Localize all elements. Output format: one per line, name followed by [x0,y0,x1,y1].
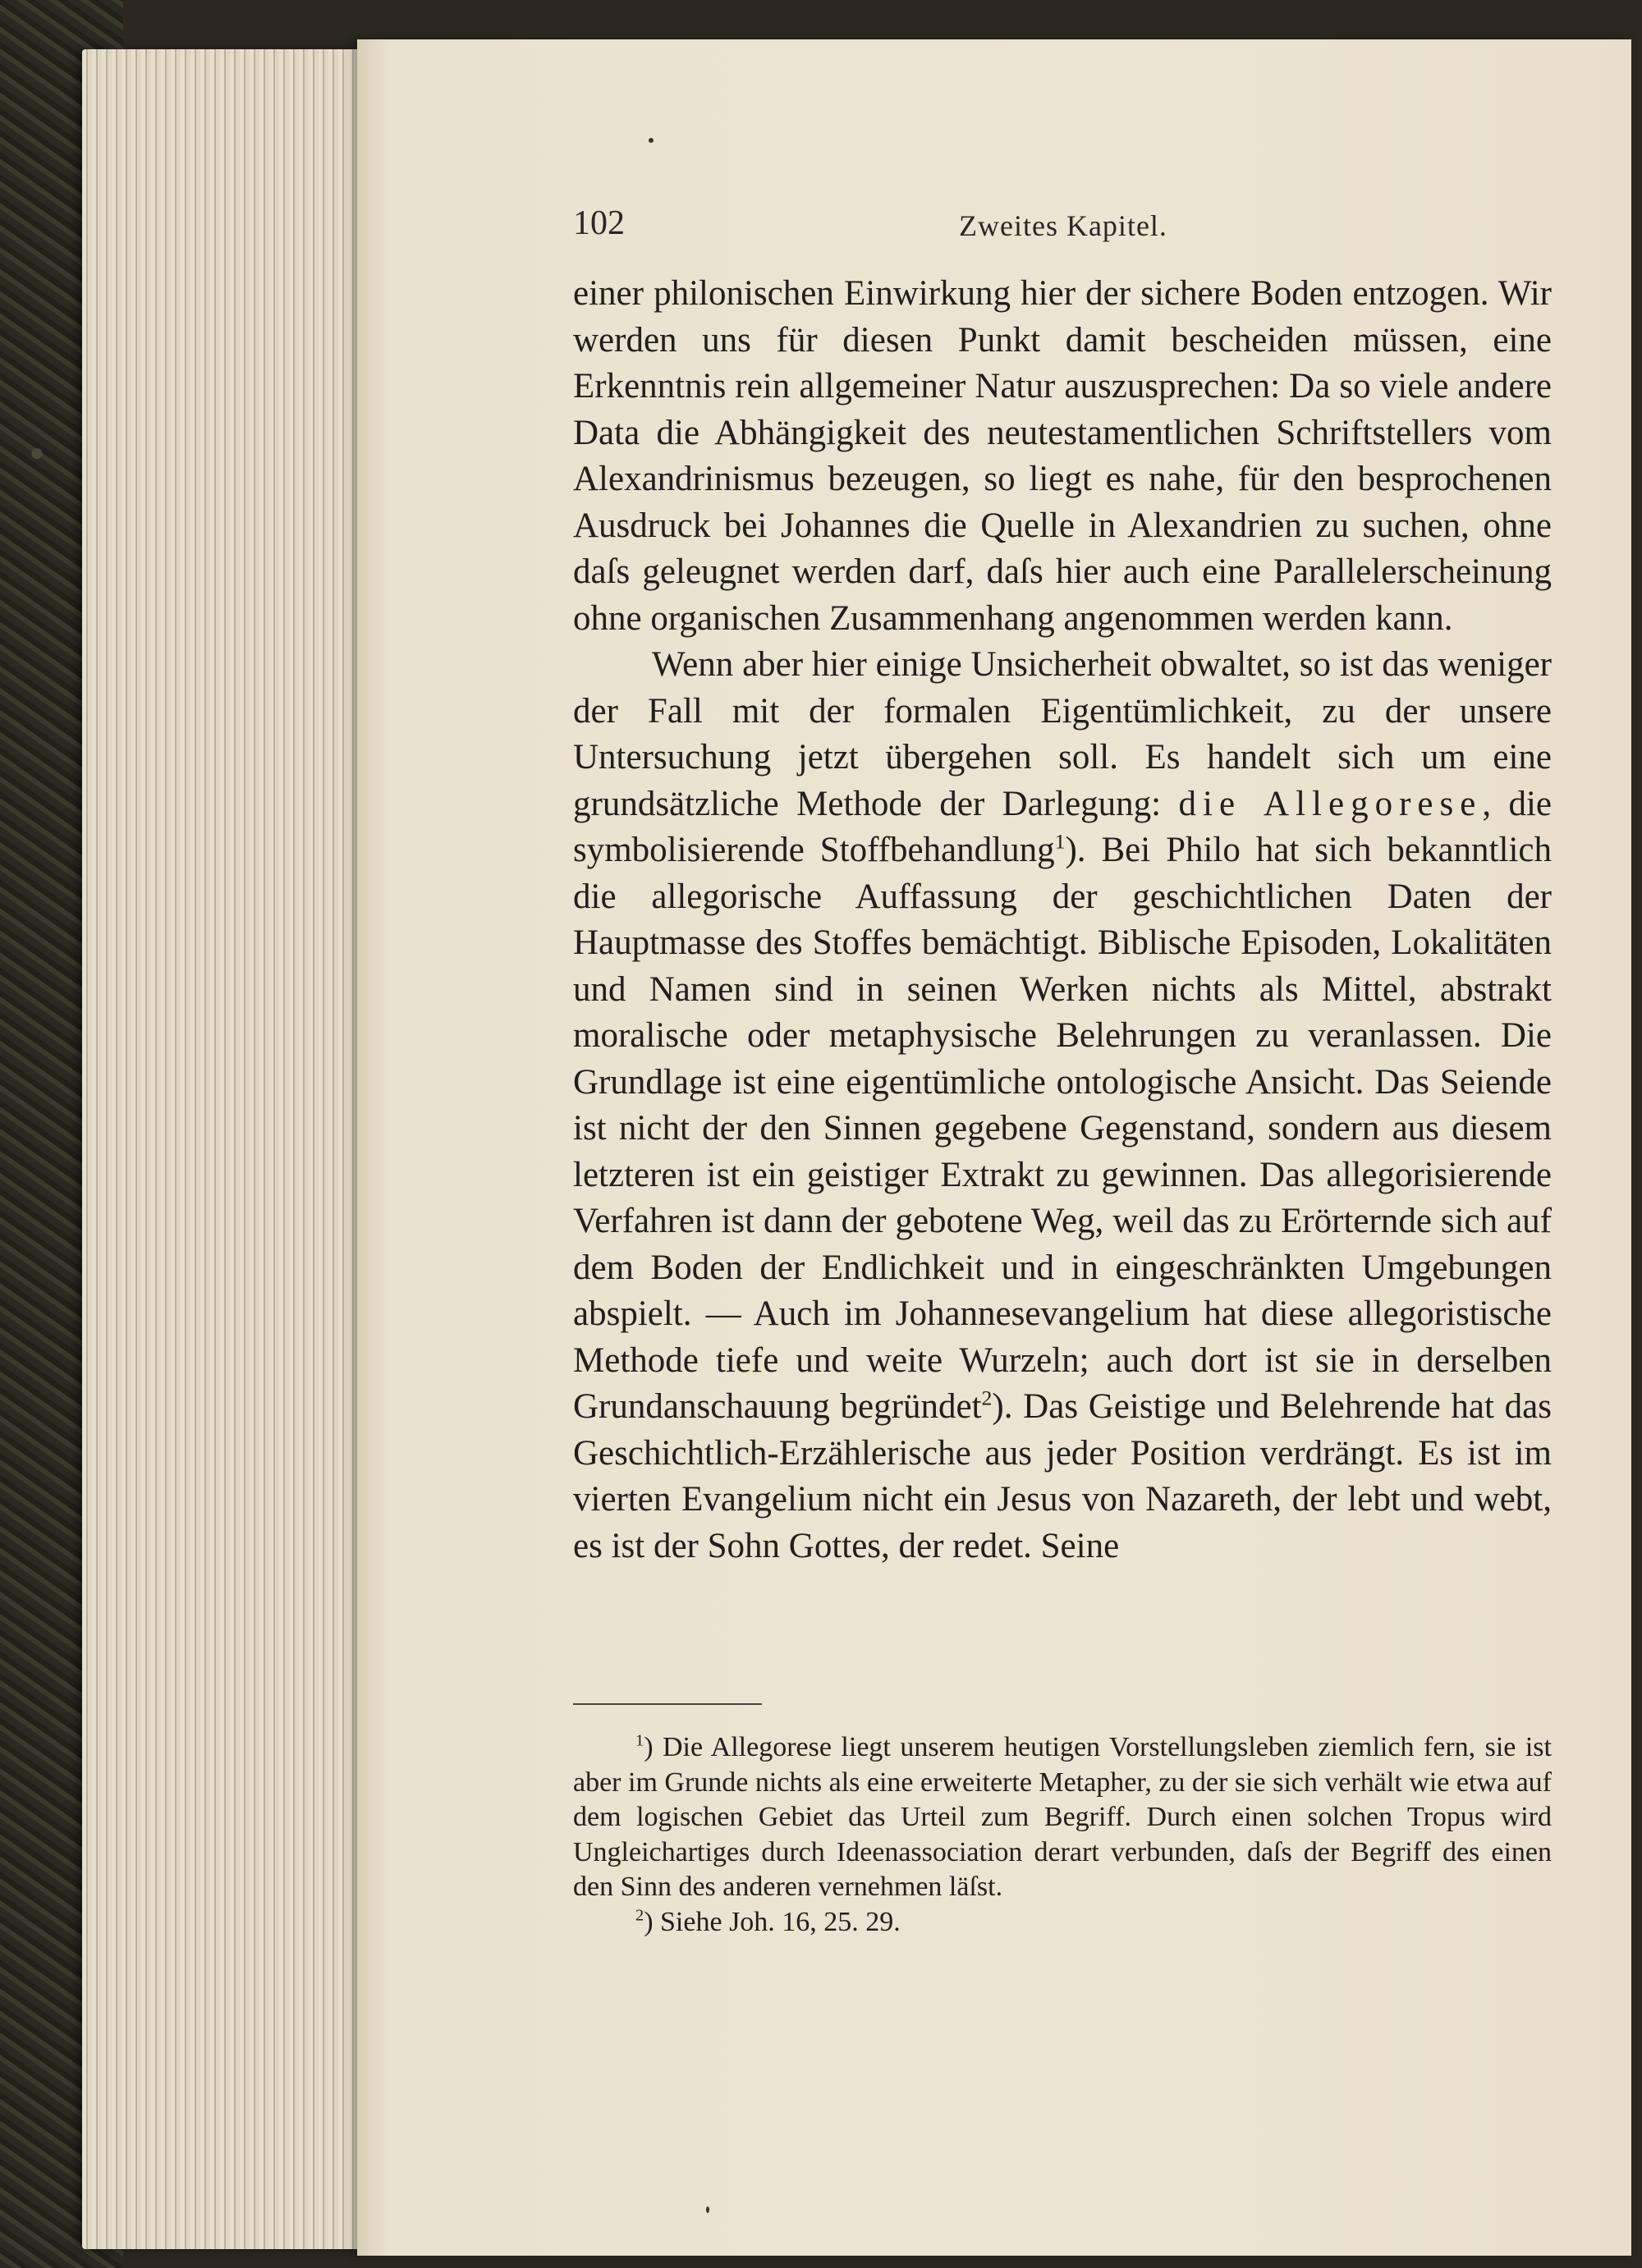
footnote [573,1730,1552,1905]
footnote-marker: 1 [635,1731,644,1750]
running-title: Zweites Kapitel. [959,209,1167,242]
paragraph-text: , die symbolisierende Stoffbehandlung [573,784,1552,869]
paragraph [573,642,1552,1569]
paragraph: einer philonischen Einwirkung hier der sichere Boden entzogen. Wir werden uns für diesen Punkt damit bescheiden müssen, eine Erkenntnis rein allgemeiner Natur auszusprechen: Da so viele andere Data die Abhängigkeit des neutestamentlichen Schriftstellers vom Alexandrinismus bezeugen, so liegt es nahe, für den besprochenen Ausdruck bei Johannes die Quelle in Alexandrien zu suchen, ohne daſs geleugnet werden darf, daſs hier auch eine Parallelerscheinung ohne organischen Zusammenhang angenommen werden kann. [573,274,1552,638]
page-number: 102 [573,204,625,242]
footnote-reference: 2 [981,1386,993,1410]
body-text [573,271,1552,1569]
footnote-marker: 2 [635,1906,644,1925]
page-speck [649,138,654,143]
footnote-reference: 1 [1054,829,1066,854]
paragraph-text: Wenn aber hier einige Unsicherheit obwaltet, so ist das weniger der Fall mit der formalen Eigentümlichkeit, zu der unsere Untersuchung jetzt übergehen soll. Es handelt sich um eine grundsätzliche Methode der Darlegung: [573,645,1552,823]
footnote [573,1905,1552,1940]
emphasized-term: die Allegorese [1178,784,1483,823]
footnote-text: ) Siehe Joh. 16, 25. 29. [644,1906,901,1937]
footnote-divider [573,1703,762,1705]
paragraph-text: ). Das Geistige und Belehrende hat das Geschichtlich-Erzählerische aus jeder Position verdrängt. Es ist im vierten Evangelium nicht ein Jesus von Nazareth, der lebt und webt, es ist der Sohn Gottes, der redet. Seine [573,1387,1552,1565]
footnotes [573,1730,1552,1940]
page-header [573,204,1575,253]
page-speck [706,2206,709,2213]
paragraph-text: ). Bei Philo hat sich bekanntlich die allegorische Auffassung der geschichtlichen Daten der Hauptmasse des Stoffes bemächtigt. Biblische Episoden, Lokalitäten und Namen sind in seinen Werken nichts als Mittel, abstrakt moralische oder metaphysische Belehrungen zu veranlassen. Die Grundlage ist eine eigentümliche ontologische Ansicht. Das Seiende ist nicht der den Sinnen gegebene Gegenstand, sondern aus diesem letzteren ist ein geistiger Extrakt zu gewinnen. Das allegorisierende Verfahren ist dann der gebotene Weg, weil das zu Erörternde sich auf dem Boden der Endlichkeit und in eingeschränkten Umgebungen abspielt. — Auch im Johannesevangelium hat diese allegoristische Methode tiefe und weite Wurzeln; auch dort ist sie in derselben Grundanschauung begründet [573,831,1552,1426]
page-edges [82,49,361,2249]
footnote-text: ) Die Allegorese liegt unserem heutigen Vorstellungsleben ziemlich fern, sie ist aber im Grunde nichts als eine erweiterte Metapher, zu der sie sich verhält wie etwa auf dem logischen Gebiet das Urteil zum Begriff. Durch einen solchen Tropus wird Ungleichartiges durch Ideenassociation derart verbunden, daſs der Begriff des einen den Sinn des anderen vernehmen läſst. [573,1732,1552,1902]
